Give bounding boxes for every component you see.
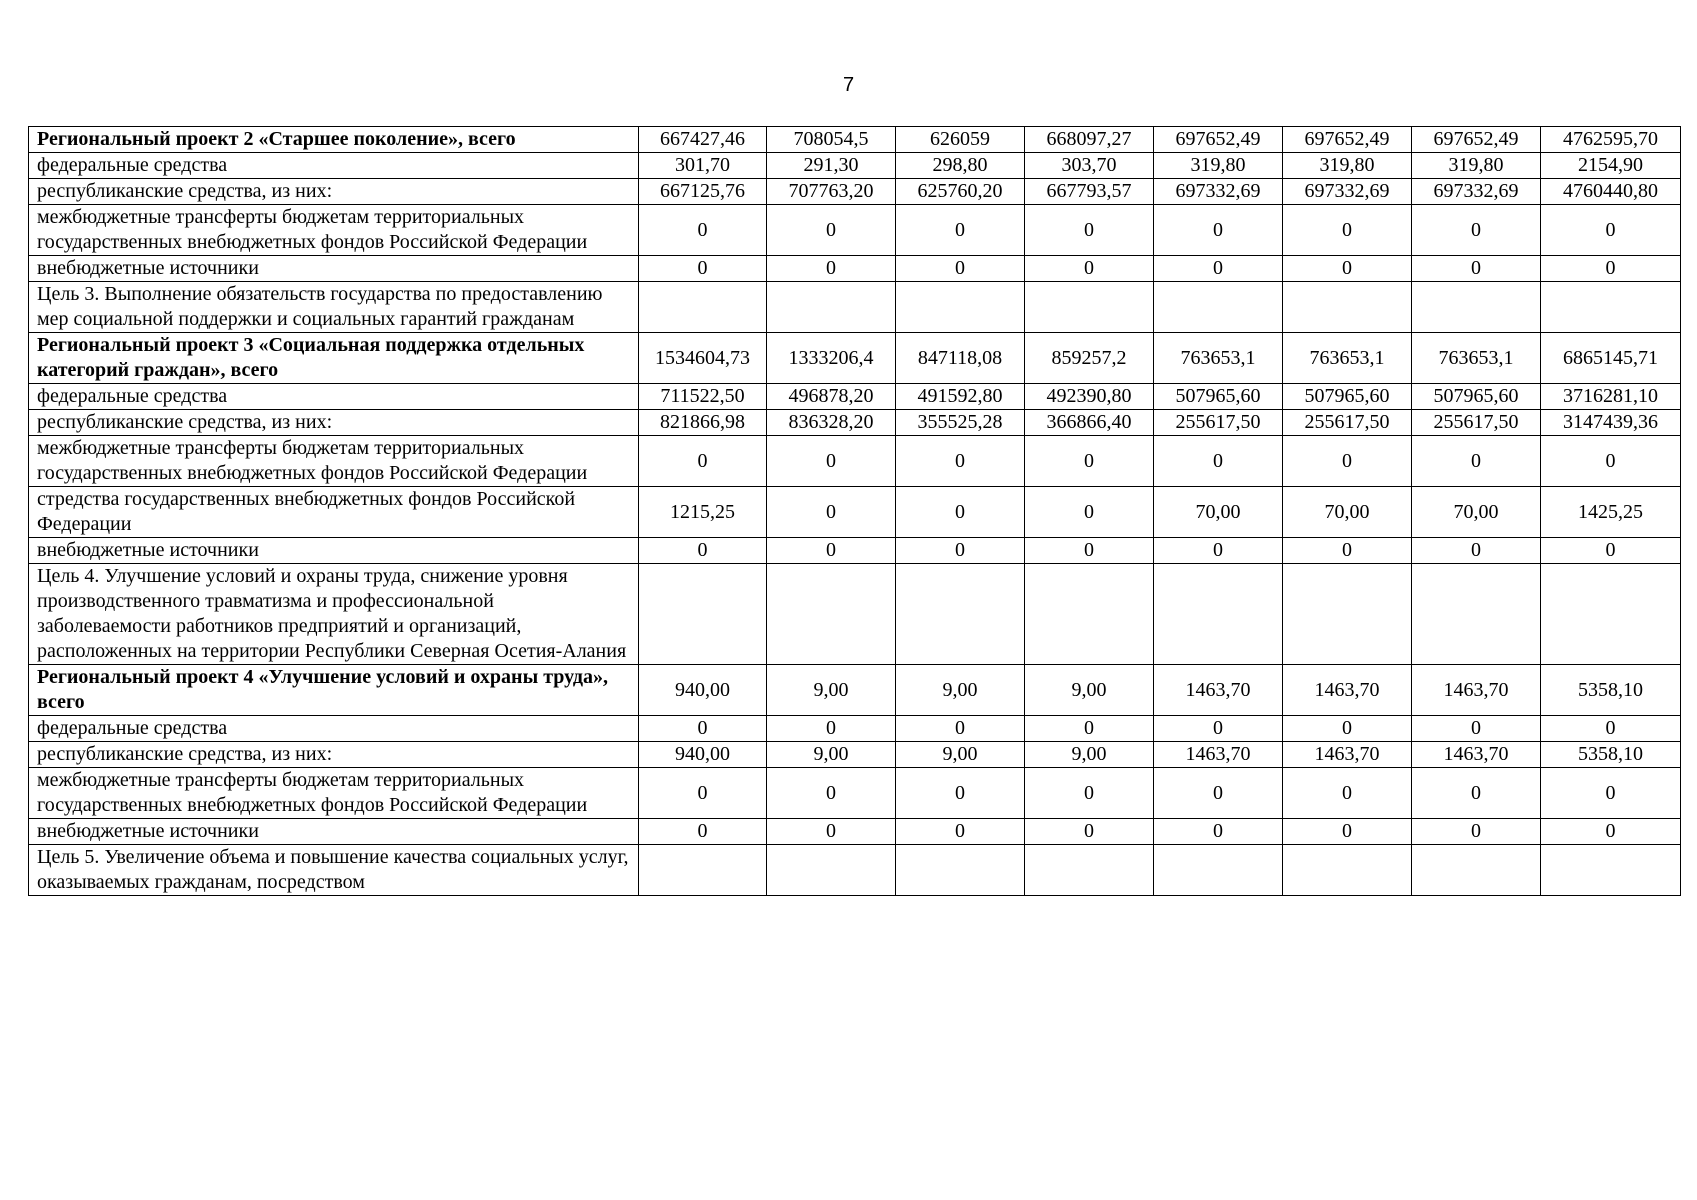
value-cell (639, 845, 767, 896)
value-cell: 0 (1154, 205, 1283, 256)
value-cell: 697652,49 (1154, 127, 1283, 153)
value-cell: 492390,80 (1025, 384, 1154, 410)
table-row (29, 153, 1681, 179)
value-cell (1283, 282, 1412, 333)
table-row (29, 384, 1681, 410)
row-label: внебюджетные источники (29, 819, 639, 845)
value-cell: 0 (639, 819, 767, 845)
budget-table (28, 126, 1681, 896)
value-cell (1541, 845, 1681, 896)
value-cell: 0 (1025, 487, 1154, 538)
value-cell: 0 (639, 768, 767, 819)
value-cell (639, 282, 767, 333)
value-cell: 763653,1 (1283, 333, 1412, 384)
value-cell: 0 (896, 538, 1025, 564)
value-cell: 0 (639, 256, 767, 282)
value-cell: 255617,50 (1283, 410, 1412, 436)
value-cell: 0 (767, 487, 896, 538)
value-cell (1025, 282, 1154, 333)
row-label: Цель 3. Выполнение обязательств государства по предоставлению мер социальной поддержки и социальных гарантий гражданам (29, 282, 639, 333)
value-cell: 1534604,73 (639, 333, 767, 384)
value-cell: 0 (767, 768, 896, 819)
row-label: Региональный проект 4 «Улучшение условий и охраны труда», всего (29, 665, 639, 716)
value-cell (767, 282, 896, 333)
value-cell (896, 282, 1025, 333)
value-cell: 625760,20 (896, 179, 1025, 205)
table-row (29, 564, 1681, 665)
value-cell: 0 (1154, 256, 1283, 282)
value-cell: 70,00 (1412, 487, 1541, 538)
value-cell: 0 (1025, 436, 1154, 487)
value-cell: 255617,50 (1154, 410, 1283, 436)
value-cell: 507965,60 (1283, 384, 1412, 410)
value-cell: 1425,25 (1541, 487, 1681, 538)
value-cell: 70,00 (1283, 487, 1412, 538)
value-cell: 847118,08 (896, 333, 1025, 384)
value-cell: 1463,70 (1154, 665, 1283, 716)
value-cell (1412, 564, 1541, 665)
table-row (29, 333, 1681, 384)
value-cell: 0 (1541, 538, 1681, 564)
value-cell: 507965,60 (1412, 384, 1541, 410)
value-cell: 0 (1025, 538, 1154, 564)
row-label: внебюджетные источники (29, 256, 639, 282)
value-cell: 940,00 (639, 665, 767, 716)
value-cell: 319,80 (1412, 153, 1541, 179)
value-cell: 496878,20 (767, 384, 896, 410)
value-cell: 319,80 (1154, 153, 1283, 179)
value-cell: 763653,1 (1412, 333, 1541, 384)
value-cell: 0 (1283, 819, 1412, 845)
value-cell: 0 (896, 205, 1025, 256)
value-cell: 626059 (896, 127, 1025, 153)
value-cell: 0 (639, 205, 767, 256)
value-cell: 0 (1283, 436, 1412, 487)
value-cell: 697652,49 (1283, 127, 1412, 153)
value-cell: 697652,49 (1412, 127, 1541, 153)
value-cell: 0 (1412, 819, 1541, 845)
value-cell: 0 (639, 538, 767, 564)
table-row (29, 205, 1681, 256)
value-cell: 5358,10 (1541, 742, 1681, 768)
value-cell: 0 (767, 819, 896, 845)
value-cell: 667427,46 (639, 127, 767, 153)
value-cell: 291,30 (767, 153, 896, 179)
value-cell: 0 (1025, 819, 1154, 845)
table-row (29, 487, 1681, 538)
value-cell: 0 (1025, 768, 1154, 819)
value-cell: 2154,90 (1541, 153, 1681, 179)
value-cell: 255617,50 (1412, 410, 1541, 436)
row-label: межбюджетные трансферты бюджетам территориальных государственных внебюджетных фондов Российской Федерации (29, 436, 639, 487)
row-label: республиканские средства, из них: (29, 410, 639, 436)
value-cell: 1463,70 (1154, 742, 1283, 768)
row-label: Региональный проект 3 «Социальная поддержка отдельных категорий граждан», всего (29, 333, 639, 384)
table-row (29, 845, 1681, 896)
value-cell: 940,00 (639, 742, 767, 768)
value-cell (1541, 282, 1681, 333)
value-cell: 1463,70 (1283, 665, 1412, 716)
value-cell: 1333206,4 (767, 333, 896, 384)
value-cell: 9,00 (896, 665, 1025, 716)
value-cell: 0 (1541, 436, 1681, 487)
value-cell: 668097,27 (1025, 127, 1154, 153)
value-cell: 697332,69 (1283, 179, 1412, 205)
value-cell: 3716281,10 (1541, 384, 1681, 410)
value-cell: 4762595,70 (1541, 127, 1681, 153)
row-label: республиканские средства, из них: (29, 742, 639, 768)
row-label: внебюджетные источники (29, 538, 639, 564)
value-cell: 0 (1541, 768, 1681, 819)
value-cell: 0 (639, 436, 767, 487)
value-cell: 0 (1412, 768, 1541, 819)
value-cell (1154, 564, 1283, 665)
row-label: Региональный проект 2 «Старшее поколение», всего (29, 127, 639, 153)
row-label: Цель 5. Увеличение объема и повышение качества социальных услуг, оказываемых гражданам, посредством (29, 845, 639, 896)
table-row (29, 256, 1681, 282)
value-cell: 0 (1412, 205, 1541, 256)
value-cell (1541, 564, 1681, 665)
value-cell: 507965,60 (1154, 384, 1283, 410)
value-cell: 0 (1283, 538, 1412, 564)
value-cell (639, 564, 767, 665)
value-cell: 0 (1154, 768, 1283, 819)
value-cell: 9,00 (767, 742, 896, 768)
value-cell: 70,00 (1154, 487, 1283, 538)
value-cell: 0 (767, 256, 896, 282)
value-cell (767, 845, 896, 896)
value-cell: 366866,40 (1025, 410, 1154, 436)
row-label: стредства государственных внебюджетных фондов Российской Федерации (29, 487, 639, 538)
row-label: федеральные средства (29, 716, 639, 742)
value-cell: 9,00 (896, 742, 1025, 768)
table-row (29, 410, 1681, 436)
value-cell (1154, 845, 1283, 896)
value-cell: 0 (767, 436, 896, 487)
table-row (29, 665, 1681, 716)
value-cell (1283, 845, 1412, 896)
value-cell (896, 564, 1025, 665)
value-cell: 0 (1283, 716, 1412, 742)
page-number: 7 (842, 74, 855, 96)
value-cell: 0 (1154, 819, 1283, 845)
value-cell: 0 (896, 487, 1025, 538)
value-cell: 821866,98 (639, 410, 767, 436)
value-cell: 1463,70 (1412, 665, 1541, 716)
value-cell: 0 (1412, 538, 1541, 564)
value-cell: 1215,25 (639, 487, 767, 538)
value-cell: 0 (1154, 716, 1283, 742)
value-cell: 859257,2 (1025, 333, 1154, 384)
value-cell: 491592,80 (896, 384, 1025, 410)
value-cell (767, 564, 896, 665)
value-cell (1412, 282, 1541, 333)
value-cell (1154, 282, 1283, 333)
row-label: межбюджетные трансферты бюджетам территориальных государственных внебюджетных фондов Российской Федерации (29, 768, 639, 819)
value-cell: 0 (896, 819, 1025, 845)
value-cell: 5358,10 (1541, 665, 1681, 716)
value-cell: 9,00 (767, 665, 896, 716)
value-cell: 0 (767, 538, 896, 564)
value-cell: 3147439,36 (1541, 410, 1681, 436)
value-cell: 319,80 (1283, 153, 1412, 179)
value-cell: 0 (767, 716, 896, 742)
row-label: федеральные средства (29, 153, 639, 179)
value-cell: 0 (1412, 436, 1541, 487)
value-cell: 763653,1 (1154, 333, 1283, 384)
value-cell: 0 (1154, 538, 1283, 564)
value-cell: 0 (1283, 256, 1412, 282)
value-cell (1025, 845, 1154, 896)
budget-table-body (29, 127, 1681, 896)
value-cell: 298,80 (896, 153, 1025, 179)
value-cell: 0 (1412, 256, 1541, 282)
value-cell (1025, 564, 1154, 665)
row-label: межбюджетные трансферты бюджетам территориальных государственных внебюджетных фондов Российской Федерации (29, 205, 639, 256)
value-cell: 0 (896, 256, 1025, 282)
table-row (29, 716, 1681, 742)
table-row (29, 282, 1681, 333)
value-cell: 0 (896, 768, 1025, 819)
value-cell: 667125,76 (639, 179, 767, 205)
value-cell: 836328,20 (767, 410, 896, 436)
value-cell: 303,70 (1025, 153, 1154, 179)
value-cell: 0 (1412, 716, 1541, 742)
value-cell: 0 (896, 716, 1025, 742)
value-cell: 0 (1541, 819, 1681, 845)
row-label: федеральные средства (29, 384, 639, 410)
value-cell (896, 845, 1025, 896)
value-cell: 697332,69 (1154, 179, 1283, 205)
value-cell: 0 (767, 205, 896, 256)
value-cell: 0 (639, 716, 767, 742)
value-cell: 707763,20 (767, 179, 896, 205)
table-row (29, 768, 1681, 819)
row-label: республиканские средства, из них: (29, 179, 639, 205)
table-row (29, 819, 1681, 845)
value-cell: 6865145,71 (1541, 333, 1681, 384)
value-cell: 1463,70 (1283, 742, 1412, 768)
value-cell: 667793,57 (1025, 179, 1154, 205)
value-cell: 0 (1541, 256, 1681, 282)
value-cell: 0 (1154, 436, 1283, 487)
value-cell: 0 (1283, 768, 1412, 819)
table-row (29, 127, 1681, 153)
value-cell (1283, 564, 1412, 665)
value-cell: 4760440,80 (1541, 179, 1681, 205)
value-cell: 301,70 (639, 153, 767, 179)
table-row (29, 179, 1681, 205)
value-cell: 0 (1025, 716, 1154, 742)
value-cell: 708054,5 (767, 127, 896, 153)
value-cell: 0 (1025, 256, 1154, 282)
value-cell: 0 (896, 436, 1025, 487)
value-cell: 9,00 (1025, 742, 1154, 768)
table-row (29, 436, 1681, 487)
value-cell: 0 (1025, 205, 1154, 256)
row-label: Цель 4. Улучшение условий и охраны труда, снижение уровня производственного травматизма и профессиональной заболеваемости работников предприятий и организаций, расположенных на территории Республики Северная Осетия-Алания (29, 564, 639, 665)
value-cell: 0 (1541, 205, 1681, 256)
value-cell: 711522,50 (639, 384, 767, 410)
value-cell (1412, 845, 1541, 896)
value-cell: 9,00 (1025, 665, 1154, 716)
table-row (29, 742, 1681, 768)
table-row (29, 538, 1681, 564)
value-cell: 355525,28 (896, 410, 1025, 436)
value-cell: 0 (1541, 716, 1681, 742)
value-cell: 0 (1283, 205, 1412, 256)
value-cell: 1463,70 (1412, 742, 1541, 768)
value-cell: 697332,69 (1412, 179, 1541, 205)
